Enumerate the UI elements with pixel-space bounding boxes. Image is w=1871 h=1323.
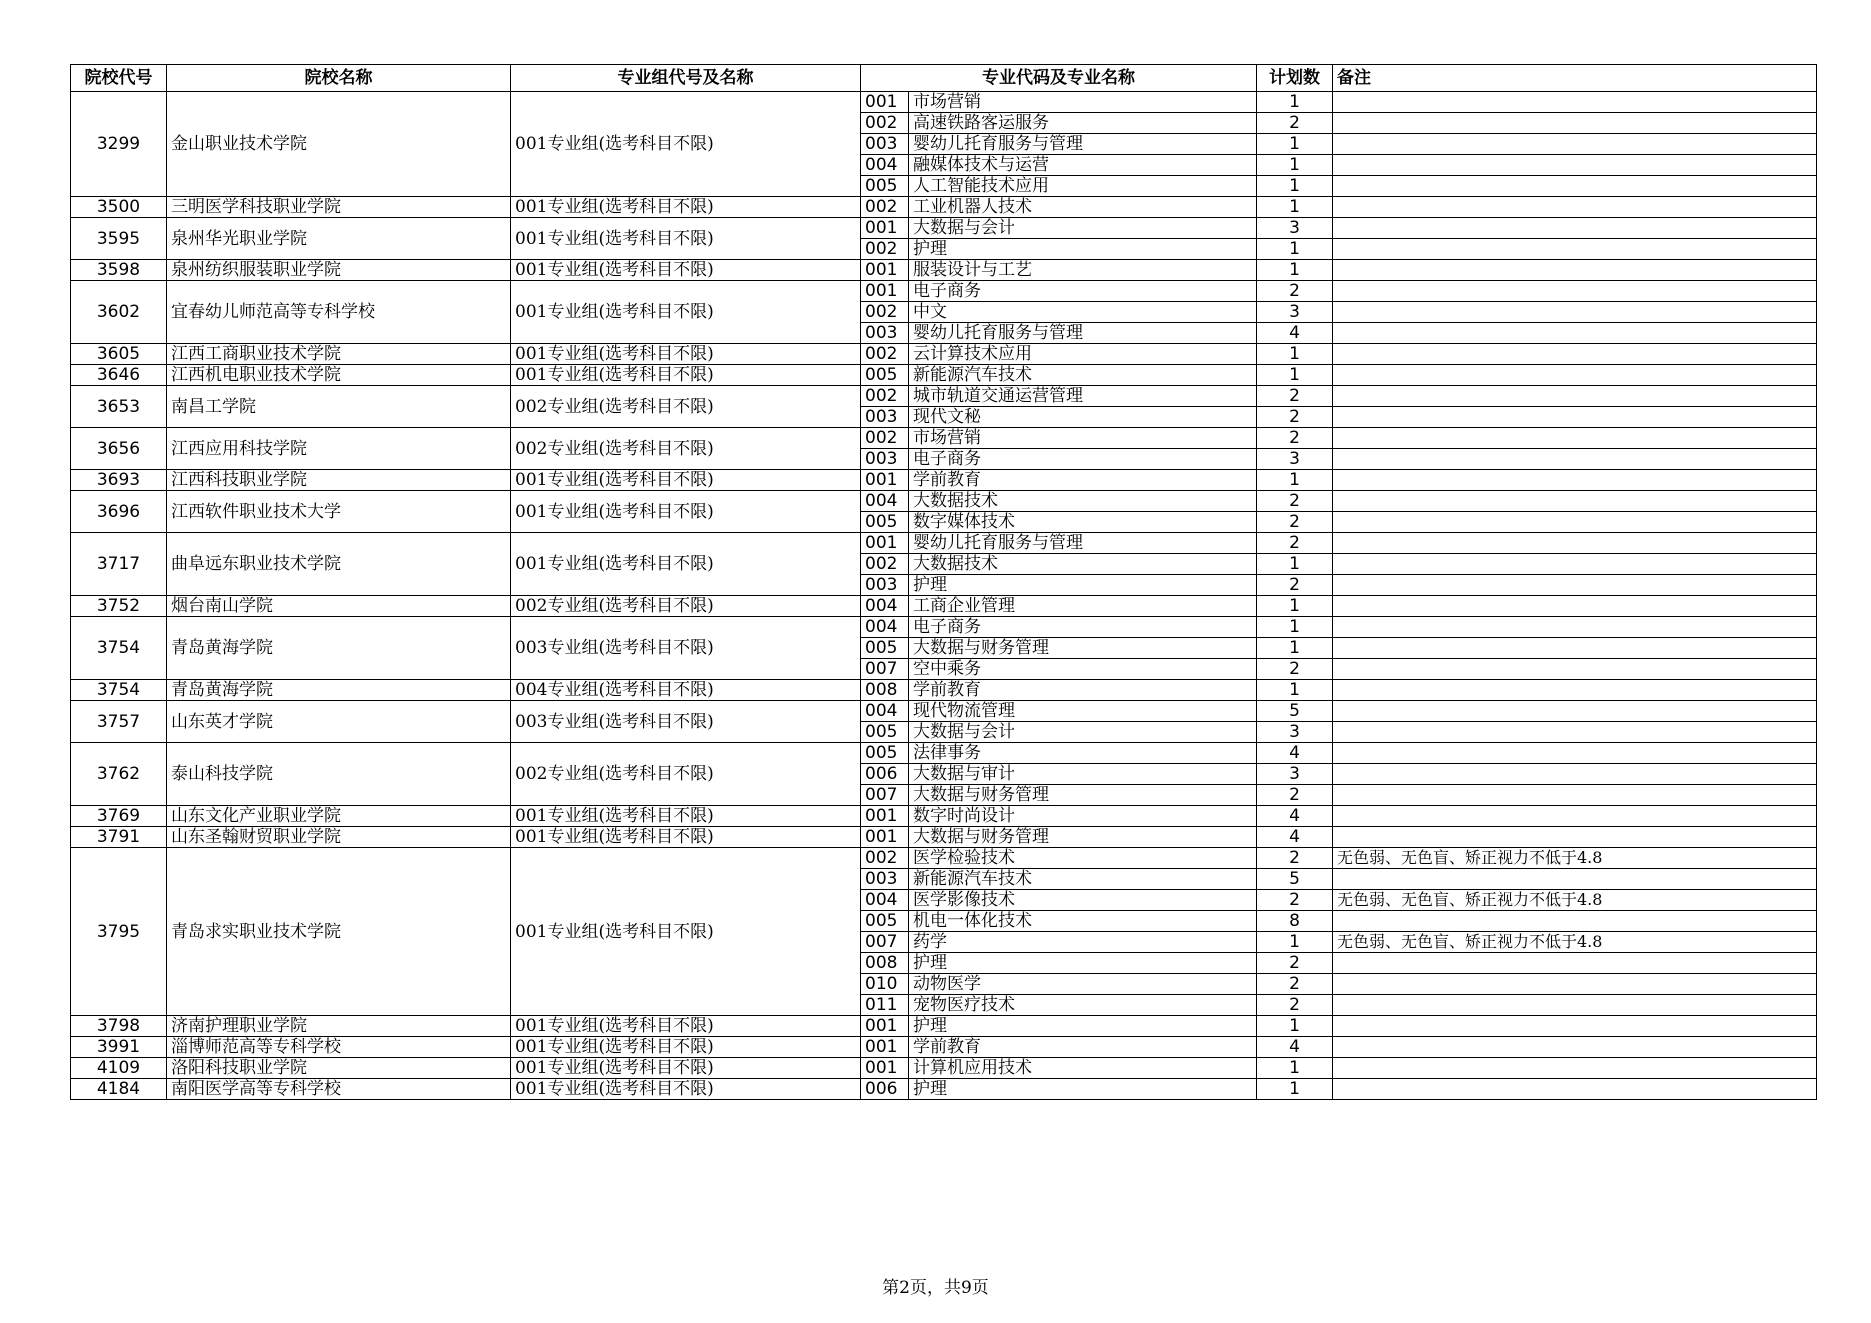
plan-count-cell: 1: [1257, 932, 1333, 953]
major-name-cell: 工业机器人技术: [909, 197, 1257, 218]
plan-count-cell: 8: [1257, 911, 1333, 932]
remark-cell: [1333, 533, 1817, 554]
major-name-cell: 市场营销: [909, 428, 1257, 449]
major-group-cell: 002专业组(选考科目不限): [511, 596, 861, 617]
school-code-cell: 4109: [71, 1058, 167, 1079]
school-name-cell: 南阳医学高等专科学校: [167, 1079, 511, 1100]
major-name-cell: 融媒体技术与运营: [909, 155, 1257, 176]
school-code-cell: 4184: [71, 1079, 167, 1100]
school-name-cell: 泉州华光职业学院: [167, 218, 511, 260]
plan-count-cell: 1: [1257, 134, 1333, 155]
table-row: [71, 680, 1817, 701]
plan-count-cell: 1: [1257, 260, 1333, 281]
major-name-cell: 现代物流管理: [909, 701, 1257, 722]
plan-count-cell: 3: [1257, 764, 1333, 785]
major-code-cell: 005: [861, 512, 909, 533]
school-name-cell: 山东圣翰财贸职业学院: [167, 827, 511, 848]
major-code-cell: 001: [861, 806, 909, 827]
header-remark: 备注: [1333, 65, 1817, 92]
major-code-cell: 001: [861, 827, 909, 848]
plan-count-cell: 1: [1257, 1058, 1333, 1079]
major-code-cell: 001: [861, 1058, 909, 1079]
major-code-cell: 002: [861, 239, 909, 260]
plan-count-cell: 1: [1257, 617, 1333, 638]
remark-cell: [1333, 1016, 1817, 1037]
header-row: [71, 65, 1817, 92]
plan-count-cell: 5: [1257, 701, 1333, 722]
school-name-cell: 青岛求实职业技术学院: [167, 848, 511, 1016]
plan-count-cell: 2: [1257, 974, 1333, 995]
major-code-cell: 004: [861, 701, 909, 722]
remark-cell: [1333, 617, 1817, 638]
table-row: [71, 617, 1817, 638]
table-row: [71, 827, 1817, 848]
plan-count-cell: 3: [1257, 722, 1333, 743]
remark-cell: [1333, 344, 1817, 365]
major-code-cell: 005: [861, 176, 909, 197]
school-name-cell: 泉州纺织服装职业学院: [167, 260, 511, 281]
plan-count-cell: 1: [1257, 176, 1333, 197]
remark-cell: [1333, 512, 1817, 533]
remark-cell: [1333, 659, 1817, 680]
major-code-cell: 001: [861, 218, 909, 239]
school-code-cell: 3598: [71, 260, 167, 281]
plan-count-cell: 2: [1257, 995, 1333, 1016]
major-group-cell: 001专业组(选考科目不限): [511, 1058, 861, 1079]
plan-count-cell: 1: [1257, 470, 1333, 491]
major-code-cell: 007: [861, 932, 909, 953]
major-code-cell: 001: [861, 92, 909, 113]
major-group-cell: 003专业组(选考科目不限): [511, 617, 861, 680]
major-name-cell: 新能源汽车技术: [909, 869, 1257, 890]
remark-cell: [1333, 239, 1817, 260]
remark-cell: [1333, 470, 1817, 491]
remark-cell: [1333, 176, 1817, 197]
major-code-cell: 006: [861, 764, 909, 785]
remark-cell: [1333, 197, 1817, 218]
major-name-cell: 大数据与财务管理: [909, 785, 1257, 806]
remark-cell: [1333, 596, 1817, 617]
remark-cell: [1333, 281, 1817, 302]
major-group-cell: 001专业组(选考科目不限): [511, 260, 861, 281]
school-code-cell: 3299: [71, 92, 167, 197]
table-row: [71, 1037, 1817, 1058]
plan-count-cell: 1: [1257, 596, 1333, 617]
major-code-cell: 003: [861, 449, 909, 470]
table-row: [71, 386, 1817, 407]
major-code-cell: 007: [861, 659, 909, 680]
plan-count-cell: 1: [1257, 1016, 1333, 1037]
major-name-cell: 中文: [909, 302, 1257, 323]
plan-count-cell: 2: [1257, 281, 1333, 302]
plan-count-cell: 1: [1257, 155, 1333, 176]
major-name-cell: 大数据技术: [909, 491, 1257, 512]
major-name-cell: 电子商务: [909, 281, 1257, 302]
major-code-cell: 003: [861, 407, 909, 428]
major-name-cell: 电子商务: [909, 449, 1257, 470]
major-name-cell: 婴幼儿托育服务与管理: [909, 134, 1257, 155]
major-name-cell: 电子商务: [909, 617, 1257, 638]
major-code-cell: 005: [861, 638, 909, 659]
header-plan: 计划数: [1257, 65, 1333, 92]
major-name-cell: 空中乘务: [909, 659, 1257, 680]
school-code-cell: 3656: [71, 428, 167, 470]
table-row: [71, 848, 1817, 869]
table-row: [71, 470, 1817, 491]
remark-cell: [1333, 1079, 1817, 1100]
table-row: [71, 1079, 1817, 1100]
plan-count-cell: 3: [1257, 449, 1333, 470]
school-code-cell: 3762: [71, 743, 167, 806]
remark-cell: [1333, 428, 1817, 449]
school-code-cell: 3500: [71, 197, 167, 218]
major-code-cell: 004: [861, 890, 909, 911]
school-name-cell: 江西机电职业技术学院: [167, 365, 511, 386]
major-code-cell: 005: [861, 743, 909, 764]
header-school-name: 院校名称: [167, 65, 511, 92]
school-name-cell: 济南护理职业学院: [167, 1016, 511, 1037]
table-row: [71, 260, 1817, 281]
plan-count-cell: 4: [1257, 827, 1333, 848]
major-name-cell: 市场营销: [909, 92, 1257, 113]
school-name-cell: 山东文化产业职业学院: [167, 806, 511, 827]
major-name-cell: 大数据与财务管理: [909, 638, 1257, 659]
remark-cell: [1333, 995, 1817, 1016]
school-code-cell: 3653: [71, 386, 167, 428]
remark-cell: [1333, 743, 1817, 764]
remark-cell: [1333, 764, 1817, 785]
major-group-cell: 001专业组(选考科目不限): [511, 533, 861, 596]
page-footer: 第2页，共9页: [882, 1278, 989, 1298]
school-name-cell: 江西工商职业技术学院: [167, 344, 511, 365]
major-name-cell: 护理: [909, 953, 1257, 974]
table-row: [71, 281, 1817, 302]
major-name-cell: 高速铁路客运服务: [909, 113, 1257, 134]
plan-count-cell: 4: [1257, 323, 1333, 344]
school-name-cell: 宜春幼儿师范高等专科学校: [167, 281, 511, 344]
school-name-cell: 泰山科技学院: [167, 743, 511, 806]
major-name-cell: 人工智能技术应用: [909, 176, 1257, 197]
major-name-cell: 大数据与会计: [909, 218, 1257, 239]
major-code-cell: 001: [861, 470, 909, 491]
major-group-cell: 001专业组(选考科目不限): [511, 827, 861, 848]
major-group-cell: 001专业组(选考科目不限): [511, 1037, 861, 1058]
major-code-cell: 007: [861, 785, 909, 806]
plan-count-cell: 2: [1257, 386, 1333, 407]
plan-count-cell: 2: [1257, 533, 1333, 554]
remark-cell: [1333, 953, 1817, 974]
school-name-cell: 江西科技职业学院: [167, 470, 511, 491]
table-row: [71, 365, 1817, 386]
major-code-cell: 001: [861, 281, 909, 302]
table-row: [71, 491, 1817, 512]
remark-cell: [1333, 806, 1817, 827]
major-name-cell: 服装设计与工艺: [909, 260, 1257, 281]
header-major: 专业代码及专业名称: [861, 65, 1257, 92]
remark-cell: [1333, 974, 1817, 995]
school-code-cell: 3757: [71, 701, 167, 743]
school-code-cell: 3696: [71, 491, 167, 533]
school-name-cell: 烟台南山学院: [167, 596, 511, 617]
plan-count-cell: 2: [1257, 953, 1333, 974]
major-code-cell: 005: [861, 911, 909, 932]
major-code-cell: 002: [861, 386, 909, 407]
major-name-cell: 动物医学: [909, 974, 1257, 995]
remark-cell: [1333, 365, 1817, 386]
major-group-cell: 004专业组(选考科目不限): [511, 680, 861, 701]
major-code-cell: 003: [861, 869, 909, 890]
table-row: [71, 218, 1817, 239]
table-body: [71, 92, 1817, 1100]
plan-count-cell: 5: [1257, 869, 1333, 890]
major-code-cell: 002: [861, 554, 909, 575]
major-group-cell: 001专业组(选考科目不限): [511, 491, 861, 533]
remark-cell: [1333, 1037, 1817, 1058]
remark-cell: [1333, 449, 1817, 470]
major-code-cell: 002: [861, 302, 909, 323]
major-name-cell: 大数据与财务管理: [909, 827, 1257, 848]
remark-cell: [1333, 386, 1817, 407]
major-group-cell: 002专业组(选考科目不限): [511, 743, 861, 806]
school-code-cell: 3595: [71, 218, 167, 260]
major-name-cell: 护理: [909, 1079, 1257, 1100]
school-code-cell: 3791: [71, 827, 167, 848]
table-row: [71, 344, 1817, 365]
major-name-cell: 婴幼儿托育服务与管理: [909, 533, 1257, 554]
plan-count-cell: 1: [1257, 197, 1333, 218]
major-group-cell: 003专业组(选考科目不限): [511, 701, 861, 743]
remark-cell: [1333, 407, 1817, 428]
school-name-cell: 江西软件职业技术大学: [167, 491, 511, 533]
remark-cell: [1333, 701, 1817, 722]
major-group-cell: 001专业组(选考科目不限): [511, 1016, 861, 1037]
major-code-cell: 001: [861, 533, 909, 554]
remark-cell: [1333, 911, 1817, 932]
remark-cell: [1333, 302, 1817, 323]
major-name-cell: 云计算技术应用: [909, 344, 1257, 365]
school-name-cell: 洛阳科技职业学院: [167, 1058, 511, 1079]
major-code-cell: 005: [861, 722, 909, 743]
school-code-cell: 3752: [71, 596, 167, 617]
table-row: [71, 533, 1817, 554]
school-name-cell: 南昌工学院: [167, 386, 511, 428]
remark-cell: [1333, 134, 1817, 155]
school-code-cell: 3717: [71, 533, 167, 596]
school-name-cell: 淄博师范高等专科学校: [167, 1037, 511, 1058]
major-name-cell: 新能源汽车技术: [909, 365, 1257, 386]
plan-count-cell: 2: [1257, 848, 1333, 869]
major-name-cell: 学前教育: [909, 1037, 1257, 1058]
major-name-cell: 护理: [909, 239, 1257, 260]
school-code-cell: 3795: [71, 848, 167, 1016]
major-name-cell: 计算机应用技术: [909, 1058, 1257, 1079]
school-code-cell: 3602: [71, 281, 167, 344]
major-code-cell: 010: [861, 974, 909, 995]
major-name-cell: 护理: [909, 575, 1257, 596]
remark-cell: [1333, 575, 1817, 596]
major-name-cell: 大数据技术: [909, 554, 1257, 575]
major-code-cell: 004: [861, 596, 909, 617]
major-name-cell: 医学检验技术: [909, 848, 1257, 869]
major-group-cell: 001专业组(选考科目不限): [511, 197, 861, 218]
major-code-cell: 001: [861, 1016, 909, 1037]
plan-count-cell: 4: [1257, 806, 1333, 827]
major-group-cell: 001专业组(选考科目不限): [511, 848, 861, 1016]
plan-count-cell: 1: [1257, 239, 1333, 260]
major-group-cell: 001专业组(选考科目不限): [511, 365, 861, 386]
major-name-cell: 学前教育: [909, 680, 1257, 701]
plan-count-cell: 1: [1257, 92, 1333, 113]
remark-cell: 无色弱、无色盲、矫正视力不低于4.8: [1333, 890, 1817, 911]
admission-plan-table: [70, 64, 1817, 1100]
major-code-cell: 006: [861, 1079, 909, 1100]
major-group-cell: 001专业组(选考科目不限): [511, 281, 861, 344]
major-group-cell: 001专业组(选考科目不限): [511, 470, 861, 491]
remark-cell: [1333, 638, 1817, 659]
plan-count-cell: 2: [1257, 113, 1333, 134]
major-code-cell: 002: [861, 197, 909, 218]
major-name-cell: 工商企业管理: [909, 596, 1257, 617]
remark-cell: [1333, 680, 1817, 701]
school-code-cell: 3769: [71, 806, 167, 827]
school-name-cell: 曲阜远东职业技术学院: [167, 533, 511, 596]
major-name-cell: 婴幼儿托育服务与管理: [909, 323, 1257, 344]
plan-count-cell: 2: [1257, 785, 1333, 806]
plan-count-cell: 3: [1257, 218, 1333, 239]
remark-cell: [1333, 1058, 1817, 1079]
plan-count-cell: 2: [1257, 428, 1333, 449]
school-code-cell: 3754: [71, 617, 167, 680]
major-code-cell: 008: [861, 680, 909, 701]
major-name-cell: 数字媒体技术: [909, 512, 1257, 533]
school-code-cell: 3605: [71, 344, 167, 365]
school-name-cell: 三明医学科技职业学院: [167, 197, 511, 218]
major-code-cell: 001: [861, 260, 909, 281]
remark-cell: [1333, 218, 1817, 239]
major-group-cell: 001专业组(选考科目不限): [511, 344, 861, 365]
table-row: [71, 197, 1817, 218]
major-group-cell: 001专业组(选考科目不限): [511, 1079, 861, 1100]
major-name-cell: 大数据与审计: [909, 764, 1257, 785]
major-name-cell: 现代文秘: [909, 407, 1257, 428]
major-code-cell: 003: [861, 575, 909, 596]
major-name-cell: 数字时尚设计: [909, 806, 1257, 827]
school-name-cell: 金山职业技术学院: [167, 92, 511, 197]
major-code-cell: 004: [861, 491, 909, 512]
major-name-cell: 宠物医疗技术: [909, 995, 1257, 1016]
school-code-cell: 3693: [71, 470, 167, 491]
plan-count-cell: 2: [1257, 491, 1333, 512]
table-row: [71, 428, 1817, 449]
major-group-cell: 001专业组(选考科目不限): [511, 218, 861, 260]
remark-cell: [1333, 155, 1817, 176]
major-name-cell: 药学: [909, 932, 1257, 953]
major-code-cell: 008: [861, 953, 909, 974]
plan-count-cell: 4: [1257, 1037, 1333, 1058]
remark-cell: [1333, 92, 1817, 113]
plan-count-cell: 4: [1257, 743, 1333, 764]
major-code-cell: 004: [861, 617, 909, 638]
major-group-cell: 002专业组(选考科目不限): [511, 428, 861, 470]
table-row: [71, 92, 1817, 113]
major-name-cell: 机电一体化技术: [909, 911, 1257, 932]
header-group: 专业组代号及名称: [511, 65, 861, 92]
plan-count-cell: 1: [1257, 638, 1333, 659]
plan-count-cell: 2: [1257, 890, 1333, 911]
major-code-cell: 002: [861, 113, 909, 134]
school-code-cell: 3798: [71, 1016, 167, 1037]
school-code-cell: 3991: [71, 1037, 167, 1058]
table-row: [71, 1016, 1817, 1037]
major-code-cell: 011: [861, 995, 909, 1016]
major-name-cell: 医学影像技术: [909, 890, 1257, 911]
plan-count-cell: 2: [1257, 575, 1333, 596]
major-name-cell: 护理: [909, 1016, 1257, 1037]
major-name-cell: 大数据与会计: [909, 722, 1257, 743]
major-code-cell: 004: [861, 155, 909, 176]
table-row: [71, 743, 1817, 764]
major-group-cell: 002专业组(选考科目不限): [511, 386, 861, 428]
major-code-cell: 002: [861, 344, 909, 365]
school-code-cell: 3754: [71, 680, 167, 701]
remark-cell: [1333, 869, 1817, 890]
plan-count-cell: 2: [1257, 512, 1333, 533]
school-name-cell: 江西应用科技学院: [167, 428, 511, 470]
plan-count-cell: 2: [1257, 407, 1333, 428]
major-code-cell: 002: [861, 428, 909, 449]
plan-count-cell: 1: [1257, 1079, 1333, 1100]
major-group-cell: 001专业组(选考科目不限): [511, 92, 861, 197]
major-code-cell: 005: [861, 365, 909, 386]
major-code-cell: 001: [861, 1037, 909, 1058]
remark-cell: [1333, 785, 1817, 806]
major-name-cell: 学前教育: [909, 470, 1257, 491]
plan-count-cell: 1: [1257, 680, 1333, 701]
remark-cell: [1333, 113, 1817, 134]
major-code-cell: 002: [861, 848, 909, 869]
major-code-cell: 003: [861, 323, 909, 344]
remark-cell: [1333, 260, 1817, 281]
plan-count-cell: 3: [1257, 302, 1333, 323]
remark-cell: [1333, 827, 1817, 848]
plan-count-cell: 2: [1257, 659, 1333, 680]
table-row: [71, 701, 1817, 722]
plan-count-cell: 1: [1257, 365, 1333, 386]
school-name-cell: 青岛黄海学院: [167, 617, 511, 680]
plan-count-cell: 1: [1257, 344, 1333, 365]
table-row: [71, 806, 1817, 827]
major-name-cell: 法律事务: [909, 743, 1257, 764]
remark-cell: 无色弱、无色盲、矫正视力不低于4.8: [1333, 932, 1817, 953]
header-school-code: 院校代号: [71, 65, 167, 92]
major-code-cell: 003: [861, 134, 909, 155]
remark-cell: [1333, 722, 1817, 743]
plan-count-cell: 1: [1257, 554, 1333, 575]
major-group-cell: 001专业组(选考科目不限): [511, 806, 861, 827]
remark-cell: [1333, 323, 1817, 344]
school-name-cell: 青岛黄海学院: [167, 680, 511, 701]
school-name-cell: 山东英才学院: [167, 701, 511, 743]
remark-cell: [1333, 491, 1817, 512]
table-row: [71, 1058, 1817, 1079]
remark-cell: [1333, 554, 1817, 575]
school-code-cell: 3646: [71, 365, 167, 386]
major-name-cell: 城市轨道交通运营管理: [909, 386, 1257, 407]
table-row: [71, 596, 1817, 617]
remark-cell: 无色弱、无色盲、矫正视力不低于4.8: [1333, 848, 1817, 869]
